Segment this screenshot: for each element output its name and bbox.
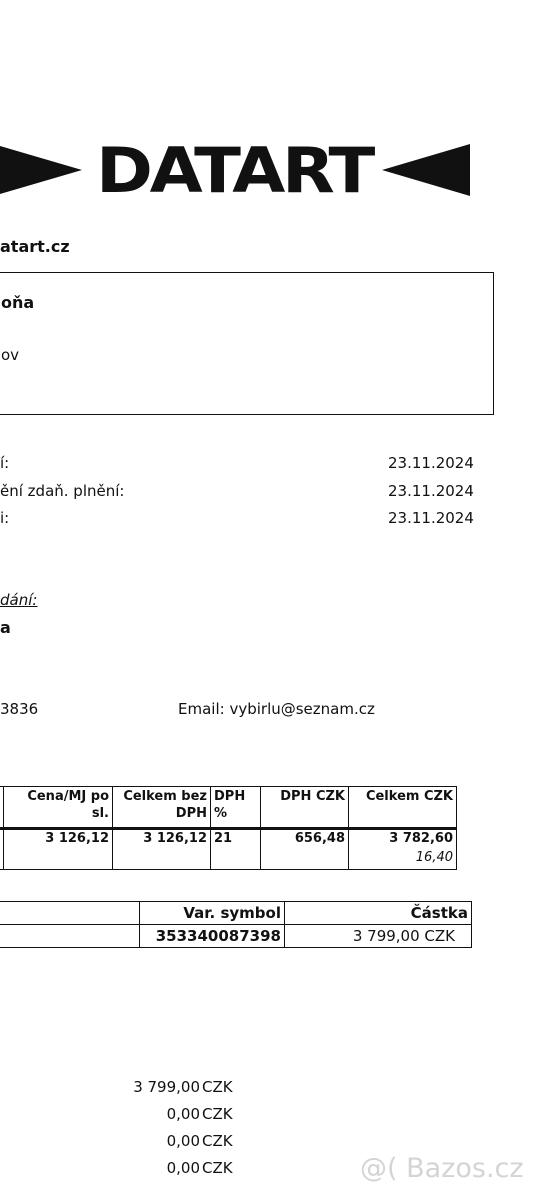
table-row (0, 829, 457, 850)
logo-text: DATART (96, 140, 375, 200)
payment-header-blank (0, 902, 140, 925)
cell-total-czk: 3 782,60 (349, 829, 457, 850)
cell-var-symbol: 353340087398 (140, 925, 285, 948)
total-currency-3: CZK (202, 1132, 233, 1150)
header-total-no-vat: Celkem bez DPH (113, 787, 211, 829)
cell-vat-percent: 21 (211, 829, 261, 870)
bazos-watermark: @( Bazos.cz (360, 1153, 524, 1184)
cell-vat-czk: 656,48 (261, 829, 349, 870)
total-value-3: 0,00 (166, 1132, 200, 1150)
header-var-symbol: Var. symbol (140, 902, 285, 925)
customer-name: oňa (1, 293, 35, 312)
total-value-4: 0,00 (166, 1159, 200, 1177)
email-value: vybirlu@seznam.cz (229, 700, 375, 718)
items-table (0, 786, 457, 870)
table-row (0, 925, 472, 948)
header-unit-price: Cena/MJ po sl. (4, 787, 113, 829)
date-label-3: i: (0, 509, 10, 527)
delivery-heading: dání: (0, 591, 38, 609)
date-value-1: 23.11.2024 (388, 454, 474, 472)
header-vat-percent: DPH % (211, 787, 261, 829)
cell-total-no-vat: 3 126,12 (113, 829, 211, 870)
date-value-3: 23.11.2024 (388, 509, 474, 527)
total-currency-2: CZK (202, 1105, 233, 1123)
cell-unit-price: 3 126,12 (4, 829, 113, 870)
header-total-czk: Celkem CZK (349, 787, 457, 829)
payment-header-row (0, 902, 472, 925)
total-value-1: 3 799,00 (133, 1078, 200, 1096)
total-value-2: 0,00 (166, 1105, 200, 1123)
total-currency-1: CZK (202, 1078, 233, 1096)
website: atart.cz (0, 237, 70, 256)
customer-address-box (0, 272, 494, 415)
payment-row-blank (0, 925, 140, 948)
header-vat-czk: DPH CZK (261, 787, 349, 829)
payment-table (0, 901, 472, 948)
cell-extra-value: 16,40 (349, 849, 457, 870)
date-label-1: í: (0, 454, 10, 472)
header-amount: Částka (285, 902, 472, 925)
date-label-2: ění zdaň. plnění: (0, 482, 125, 500)
email-label: Email: (178, 700, 225, 718)
date-value-2: 23.11.2024 (388, 482, 474, 500)
email (178, 700, 375, 718)
datart-logo (0, 140, 480, 200)
customer-city: ov (1, 346, 20, 364)
phone: 3836 (0, 700, 39, 718)
total-currency-4: CZK (202, 1159, 233, 1177)
items-header-row (0, 787, 457, 829)
delivery-name: a (0, 618, 11, 637)
cell-amount: 3 799,00 CZK (285, 925, 472, 948)
